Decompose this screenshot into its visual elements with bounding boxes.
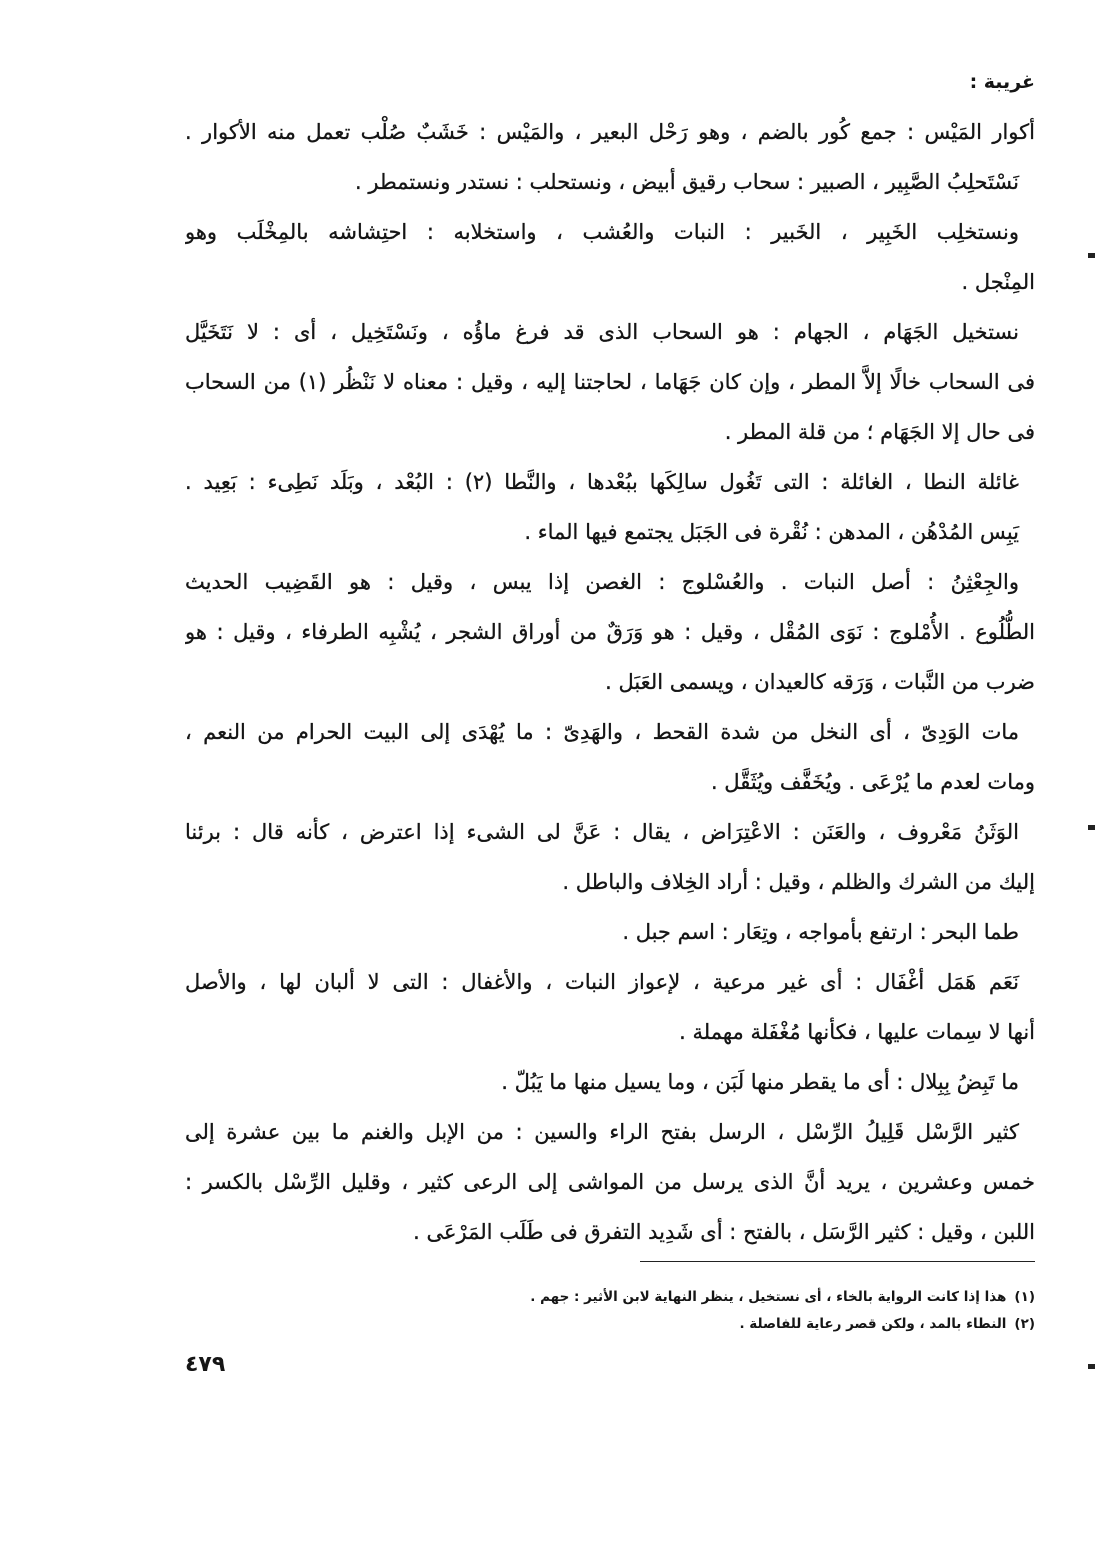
text-line: فى حال إلا الجَهَام ؛ من قلة المطر . — [724, 420, 1035, 444]
margin-mark — [1088, 825, 1095, 830]
footnotes — [185, 1284, 1035, 1338]
text-line: فى السحاب خالًا إلاَّ المطر ، وإن كان جَهَاما ، لحاجتنا إليه ، وقيل : معناه لا نَنْظُر (١) من السحاب — [185, 370, 1035, 394]
text-line: يَبِس المُدْهُن ، المدهن : نُقْرة فى الجَبَل يجتمع فيها الماء . — [524, 520, 1019, 544]
text-line: إليك من الشرك والظلم ، وقيل : أراد الخِلاف والباطل . — [562, 870, 1035, 894]
text-line: أنها لا سِمات عليها ، فكأنها مُغْفَلة مهملة . — [679, 1020, 1035, 1044]
text-line: أكوار المَيْس : جمع كُور بالضم ، وهو رَحْل البعير ، والمَيْس : خَشَبٌ صُلْب تعمل منه الأكوار . — [185, 120, 1035, 144]
margin-mark — [1088, 253, 1095, 258]
paragraph — [185, 957, 1035, 1057]
footnote-marker: (١) — [1014, 1289, 1035, 1305]
text-line: ما تَبِضُ بِبِلال : أى ما يقطر منها لَبَن ، وما يسيل منها ما يَبُلّ . — [501, 1070, 1019, 1094]
paragraph — [185, 207, 1035, 307]
paragraph — [185, 507, 1035, 557]
margin-mark — [1088, 1364, 1095, 1369]
text-line: غائلة النطا ، الغائلة : التى تَغُول سالِكَها ببُعْدها ، والنَّطا (٢) : البُعْد ، وبَلَد نَطِىء : بَعِيد . — [185, 470, 1019, 494]
text-line: طما البحر : ارتفع بأمواجه ، وتِعَار : اسم جبل . — [622, 920, 1019, 944]
text-line: ضرب من النَّبات ، وَرَقه كالعيدان ، ويسمى العَبَل . — [605, 670, 1035, 694]
footnote — [185, 1284, 1035, 1311]
footnote-marker: (٢) — [1014, 1316, 1035, 1332]
paragraph — [185, 1107, 1035, 1257]
main-text — [185, 107, 1035, 1257]
paragraph — [185, 107, 1035, 157]
footnote-text: النطاء بالمد ، ولكن قصر رعاية للفاصلة . — [739, 1316, 1007, 1332]
paragraph — [185, 907, 1035, 957]
text-line: المِنْجل . — [961, 270, 1035, 294]
text-line: الوَثَنُ مَعْروف ، والعَنَن : الاعْتِرَاض ، يقال : عَنَّ لى الشىء إذا اعترض ، كأنه قال : برئنا — [185, 820, 1019, 844]
page-number: ٤٧٩ — [185, 1352, 226, 1377]
text-line: ونستخلِب الخَبِير ، الخَبير : النبات والعُشب ، واستخلابه : احتِشاشه بالمِخْلَب وهو — [185, 220, 1019, 244]
paragraph — [185, 1057, 1035, 1107]
paragraph — [185, 457, 1035, 507]
running-head: غريبة : — [969, 71, 1035, 93]
footnote-text: هذا إذا كانت الرواية بالخاء ، أى نستخيل ، ينظر النهاية لابن الأثير : جهم . — [530, 1289, 1007, 1305]
footnote-rule — [640, 1261, 1035, 1262]
footnote — [185, 1311, 1035, 1338]
text-line: خمس وعشرين ، يريد أنَّ الذى يرسل من المواشى إلى الرعى كثير ، وقليل الرِّسْل بالكسر : — [185, 1170, 1035, 1194]
paragraph — [185, 707, 1035, 807]
paragraph — [185, 807, 1035, 907]
text-line: نستخيل الجَهَام ، الجهام : هو السحاب الذى قد فرغ ماؤُه ، ونَسْتَخِيل ، أى : لا نَتَخَيَّل — [185, 320, 1019, 344]
text-line: نَسْتَحلِبُ الصَّبِير ، الصبير : سحاب رقيق أبيض ، ونستحلب : نستدر ونستمطر . — [355, 170, 1019, 194]
text-line: اللبن ، وقيل : كثير الرَّسَل ، بالفتح : أى شَدِيد التفرق فى طَلَب المَرْعَى . — [413, 1220, 1035, 1244]
paragraph — [185, 307, 1035, 457]
text-line: الطُّلُوع . الأُمْلوج : نَوَى المُقْل ، وقيل : هو وَرَقٌ من أوراق الشجر ، يُشْبِه الطرفاء ، وقيل : هو — [185, 620, 1035, 644]
text-line: ومات لعدم ما يُرْعَى . ويُخَفَّف ويُثَقَّل . — [710, 770, 1035, 794]
paragraph — [185, 157, 1035, 207]
text-line: مات الوَدِىّ ، أى النخل من شدة القحط ، والهَدِىّ : ما يُهْدَى إلى البيت الحرام من النعم ، — [185, 720, 1019, 744]
paragraph — [185, 557, 1035, 707]
text-line: نَعَم هَمَل أغْفَال : أى غير مرعية ، لإعواز النبات ، والأغفال : التى لا ألبان لها ، والأصل — [185, 970, 1019, 994]
text-line: كثير الرَّسْل قَلِيلُ الرِّسْل ، الرسل بفتح الراء والسين : من الإبل والغنم ما بين عشرة إلى — [185, 1120, 1019, 1144]
text-line: والجِعْثِنُ : أصل النبات . والعُسْلوج : الغصن إذا يبس ، وقيل : هو القَضِيب الحديث — [185, 570, 1019, 594]
